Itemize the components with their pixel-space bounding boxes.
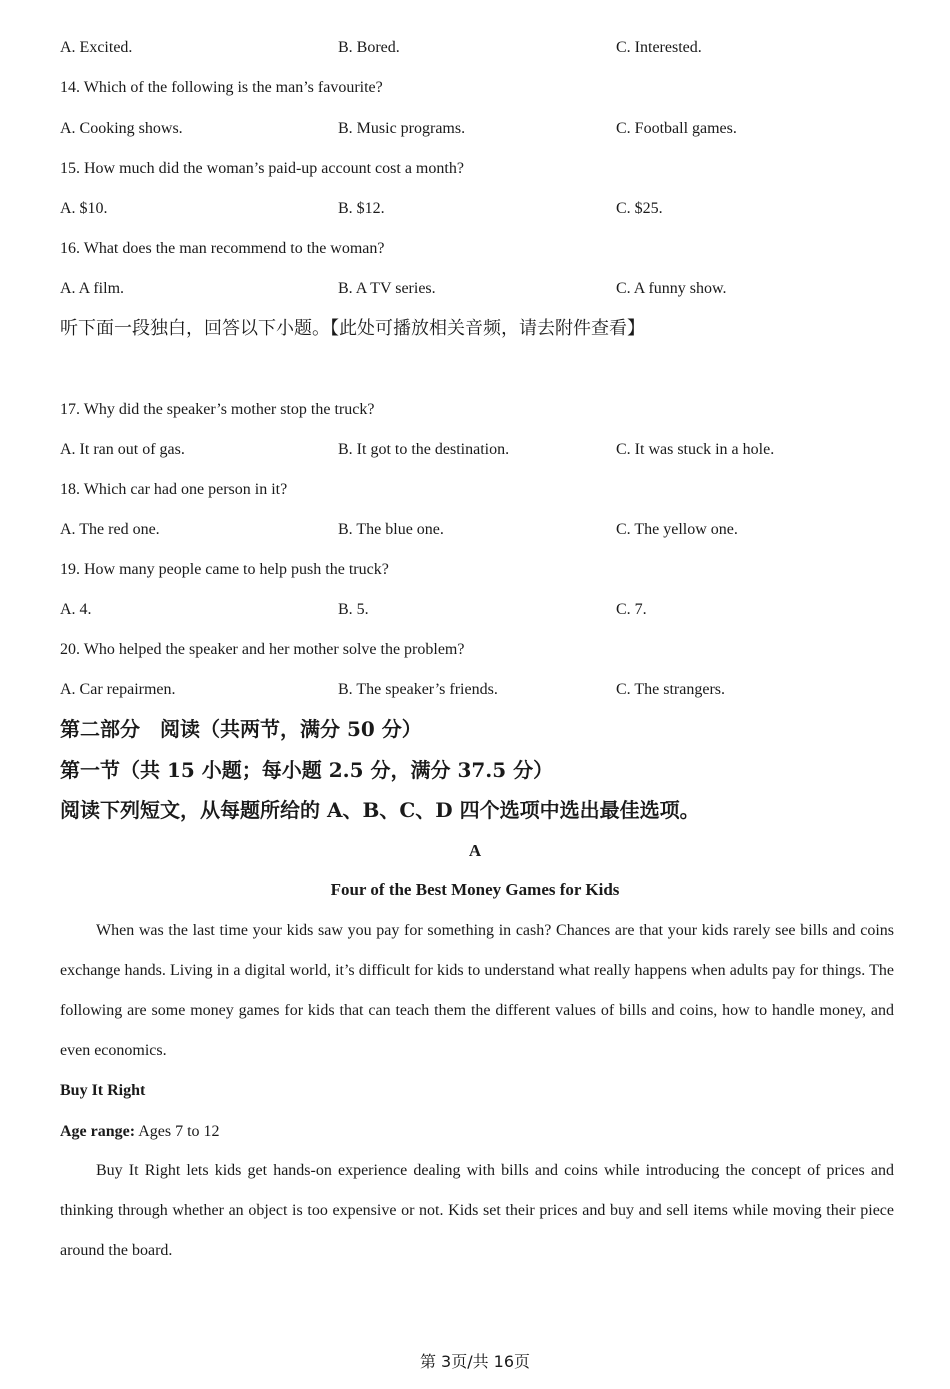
game1-title: Buy It Right	[60, 1082, 146, 1099]
q19-option-a: A. 4.	[60, 601, 92, 618]
q18-option-c: C. The yellow one.	[616, 521, 738, 538]
q17-option-b: B. It got to the destination.	[338, 441, 510, 458]
age-range-value: Ages 7 to 12	[135, 1123, 220, 1140]
q15-option-b: B. $12.	[338, 200, 385, 217]
q15-option-c: C. $25.	[616, 200, 663, 217]
q17-option-a: A. It ran out of gas.	[60, 441, 185, 458]
part2-heading: 第二部分 阅读（共两节，满分 50 分）	[60, 717, 422, 741]
q13-option-c: C. Interested.	[616, 39, 702, 56]
q20-option-b: B. The speaker’s friends.	[338, 681, 498, 698]
q16-option-c: C. A funny show.	[616, 280, 727, 297]
q16-option-a: A. A film.	[60, 280, 125, 297]
q20-option-c: C. The strangers.	[616, 681, 726, 698]
page-footer: 第 3页/共 16页	[419, 1352, 531, 1371]
passage-title: Four of the Best Money Games for Kids	[330, 880, 620, 899]
game1-description: Buy It Right lets kids get hands-on experience dealing with bills and coins while introducing the concept of prices and thinking through whether an object is too expensive or not. Kids set their prices and buy and sell items while moving their piece around the board.	[60, 1162, 894, 1259]
q17-option-c: C. It was stuck in a hole.	[616, 441, 775, 458]
passage-intro: When was the last time your kids saw you pay for something in cash? Chances are that your kids rarely see bills and coins exchange hands. Living in a digital world, it’s difficult for kids to understand what really happens when adults pay for things. The following are some money games for kids that can teach them the different values of bills and coins, how to handle money, and even economics.	[60, 922, 894, 1059]
q15-option-a: A. $10.	[60, 200, 108, 217]
q20-stem: 20. Who helped the speaker and her mother solve the problem?	[60, 641, 465, 658]
q18-option-a: A. The red one.	[60, 521, 160, 538]
q14-stem: 14. Which of the following is the man’s favourite?	[60, 79, 383, 96]
q16-option-b: B. A TV series.	[338, 280, 436, 297]
q13-option-b: B. Bored.	[338, 39, 400, 56]
q19-stem: 19. How many people came to help push the truck?	[60, 561, 389, 578]
q13-option-a: A. Excited.	[60, 39, 133, 56]
age-range-label: Age range:	[60, 1123, 136, 1140]
reading-instruction: 阅读下列短文，从每题所给的 A、B、C、D 四个选项中选出最佳选项。	[60, 798, 700, 822]
monologue-instruction: 听下面一段独白，回答以下小题。【此处可播放相关音频，请去附件查看】	[60, 318, 645, 339]
q15-stem: 15. How much did the woman’s paid-up account cost a month?	[60, 160, 464, 177]
q18-stem: 18. Which car had one person in it?	[60, 481, 288, 498]
q14-option-c: C. Football games.	[616, 120, 737, 137]
age-range	[60, 1122, 220, 1142]
q18-option-b: B. The blue one.	[338, 521, 444, 538]
q20-option-a: A. Car repairmen.	[60, 681, 176, 698]
q17-stem: 17. Why did the speaker’s mother stop the truck?	[60, 401, 375, 418]
q14-option-a: A. Cooking shows.	[60, 120, 183, 137]
q19-option-b: B. 5.	[338, 601, 369, 618]
section1-heading: 第一节（共 15 小题；每小题 2.5 分，满分 37.5 分）	[60, 758, 554, 782]
q19-option-c: C. 7.	[616, 601, 647, 618]
passage-label: A	[468, 841, 482, 860]
q16-stem: 16. What does the man recommend to the woman?	[60, 240, 385, 257]
q14-option-b: B. Music programs.	[338, 120, 466, 137]
